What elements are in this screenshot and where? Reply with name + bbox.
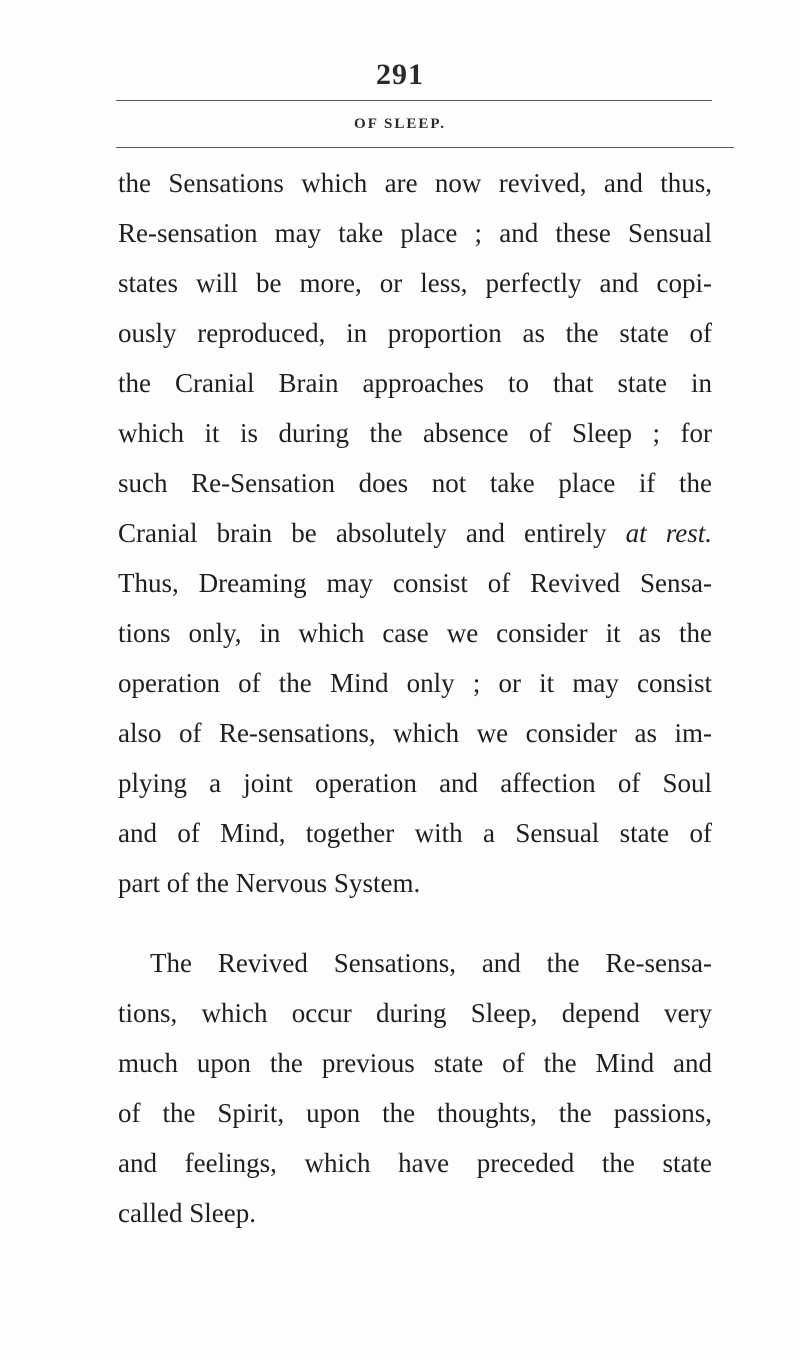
- text-line: the Sensations which are now revived, and thus,: [118, 168, 712, 198]
- text-line: Thus, Dreaming may consist of Revived Sensa-: [118, 568, 712, 598]
- text-line-with-italic: [118, 515, 712, 551]
- text-line: The Revived Sensations, and the Re-sensa-: [150, 948, 712, 978]
- text-line: tions, which occur during Sleep, depend very: [118, 998, 712, 1028]
- text-line: ously reproduced, in proportion as the state of: [118, 318, 712, 348]
- header-rule-top: [116, 100, 712, 101]
- text-line: which it is during the absence of Sleep ; for: [118, 418, 712, 448]
- text-line: called Sleep.: [118, 1198, 256, 1228]
- text-line: and feelings, which have preceded the state: [118, 1148, 712, 1178]
- text-line: much upon the previous state of the Mind and: [118, 1048, 712, 1078]
- page-number: 291: [376, 58, 424, 91]
- header-rule-bottom: [116, 147, 734, 148]
- text-line: plying a joint operation and affection of Soul: [118, 768, 712, 798]
- running-head: OF SLEEP.: [354, 116, 446, 132]
- text-line: the Cranial Brain approaches to that state in: [118, 368, 712, 398]
- text-line: part of the Nervous System.: [118, 868, 421, 898]
- text-line: such Re-Sensation does not take place if the: [118, 468, 712, 498]
- text-line: states will be more, or less, perfectly and copi-: [118, 268, 712, 298]
- text-line: of the Spirit, upon the thoughts, the passions,: [118, 1098, 712, 1128]
- text-line: operation of the Mind only ; or it may consist: [118, 668, 712, 698]
- text-line: and of Mind, together with a Sensual state of: [118, 818, 712, 848]
- text-line: tions only, in which case we consider it as the: [118, 618, 712, 648]
- text-line: Re-sensation may take place ; and these Sensual: [118, 218, 712, 248]
- text-line: also of Re-sensations, which we consider as im-: [118, 718, 712, 748]
- text-span: Cranial brain be absolutely and entirely: [118, 518, 607, 548]
- italic-phrase: at rest.: [625, 518, 713, 548]
